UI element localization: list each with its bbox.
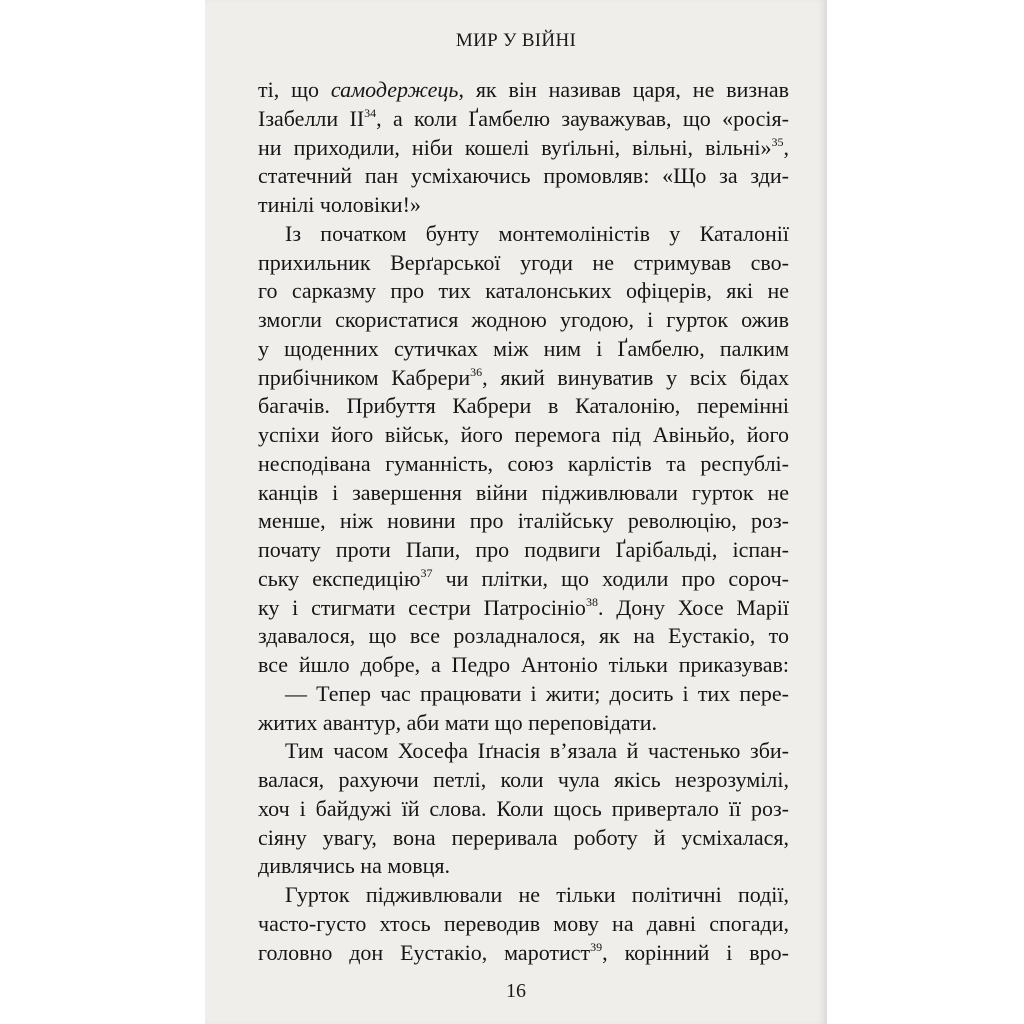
- text-run: , як він називав царя, не визнав: [458, 77, 789, 102]
- text-line: [258, 737, 789, 766]
- text-run: менше, ніж новини про італійську революцію, роз-: [258, 508, 789, 534]
- text-line: [258, 939, 789, 968]
- text-run: прихильник Верґарської угоди не стримував сво-: [258, 249, 789, 275]
- text-run: ку і стигмати сестри Патросініо: [258, 594, 586, 620]
- text-line: [258, 450, 789, 479]
- text-line: [258, 306, 789, 335]
- text-run: житих авантур, аби мати що переповідати.: [258, 709, 657, 735]
- text-line: [258, 651, 789, 680]
- text-run: сіяну увагу, вона переривала роботу й усміхалася,: [258, 824, 789, 850]
- text-run: . Дону Хосе Марії: [597, 594, 789, 620]
- text-run: ни приходили, ніби кошелі вуґільні, вільні, вільні»: [258, 134, 772, 160]
- text-line: [258, 335, 789, 364]
- footnote-ref: 38: [585, 594, 598, 609]
- text-run: успіхи його військ, його перемога під Авіньйо, його: [258, 422, 789, 447]
- text-line: [258, 536, 789, 565]
- text-line: [258, 162, 789, 191]
- text-line: [258, 594, 789, 623]
- text-line: [258, 709, 789, 738]
- text-line: [258, 852, 789, 881]
- text-run: , а коли Ґамбелю зауважував, що «росія-: [376, 105, 789, 131]
- text-run: багачів. Прибуття Кабрери в Каталонію, перемінні: [258, 393, 789, 419]
- footnote-ref: 34: [364, 105, 377, 120]
- book-page: [205, 0, 827, 1024]
- text-line: [258, 105, 789, 134]
- text-run: часто-густо хтось переводив мову на давні спогади,: [258, 910, 789, 936]
- text-line: [258, 766, 789, 795]
- text-run: головно дон Еустакіо, маротист: [258, 939, 591, 965]
- footnote-ref: 37: [420, 565, 433, 580]
- text-run: почату проти Папи, про подвиги Ґарібальді, іспан-: [258, 537, 789, 562]
- text-run: хоч і байдужі їй слова. Коли щось привертало її роз-: [258, 795, 789, 821]
- text-line: [258, 881, 789, 910]
- footnote-ref: 39: [590, 939, 603, 954]
- text-run: дивлячись на мовця.: [258, 853, 451, 879]
- text-line: [258, 680, 789, 709]
- text-line: [258, 507, 789, 536]
- text-run: чи плітки, що ходили про сороч-: [432, 565, 789, 591]
- text-line: [258, 191, 789, 220]
- running-title: МИР У ВІЙНІ: [455, 30, 577, 51]
- text-run: , корінний і вро-: [602, 939, 789, 965]
- text-run: го сарказму про тих каталонських офіцерів, які не: [258, 278, 789, 304]
- text-run: канців і завершення війни підживлювали гурток не: [258, 479, 789, 505]
- text-run: валася, рахуючи петлі, коли чула якісь незрозумілі,: [258, 767, 789, 792]
- text-run: несподівана гуманність, союз карлістів та республі-: [258, 450, 789, 476]
- page-body-text: [258, 76, 789, 967]
- text-run: Гурток підживлювали не тільки політичні події,: [285, 882, 789, 907]
- footnote-ref: 36: [470, 364, 483, 379]
- footnote-ref: 35: [771, 134, 784, 149]
- text-run: Ізабелли II: [258, 105, 365, 131]
- text-line: [258, 622, 789, 651]
- text-run: ті, що: [258, 77, 331, 102]
- page-number: 16: [506, 980, 526, 1002]
- text-line: [258, 910, 789, 939]
- text-run: — Тепер час працювати і жити; досить і тих пере-: [285, 680, 789, 706]
- text-run: тинілі чоловіки!»: [258, 192, 421, 217]
- text-line: [258, 479, 789, 508]
- text-line: [258, 421, 789, 450]
- text-line: [258, 364, 789, 393]
- text-run: прибічником Кабрери: [258, 364, 471, 390]
- text-run: у щоденних сутичках між ним і Ґамбелю, палким: [258, 335, 789, 361]
- text-line: [258, 795, 789, 824]
- text-line: [258, 76, 789, 105]
- italic-text: самодержець: [330, 77, 459, 102]
- text-line: [258, 220, 789, 249]
- text-run: все йшло добре, а Педро Антоніо тільки приказував:: [258, 652, 789, 677]
- text-run: Із початком бунту монтемоліністів у Каталонії: [285, 220, 789, 246]
- text-line: [258, 392, 789, 421]
- text-line: [258, 277, 789, 306]
- text-line: [258, 565, 789, 594]
- text-line: [258, 249, 789, 278]
- text-run: ську експедицію: [258, 565, 421, 591]
- text-run: статечний пан усміхаючись промовляв: «Що за зди-: [258, 163, 789, 189]
- text-run: здавалося, що все розладналося, як на Еустакіо, то: [258, 623, 789, 649]
- text-run: змогли скористатися жодною угодою, і гурток ожив: [258, 307, 789, 332]
- text-run: ,: [783, 134, 789, 160]
- text-run: , який винуватив у всіх бідах: [482, 364, 789, 390]
- text-line: [258, 824, 789, 853]
- text-run: Тим часом Хосефа Іґнасія в’язала й частенько зби-: [285, 738, 789, 764]
- text-line: [258, 134, 789, 163]
